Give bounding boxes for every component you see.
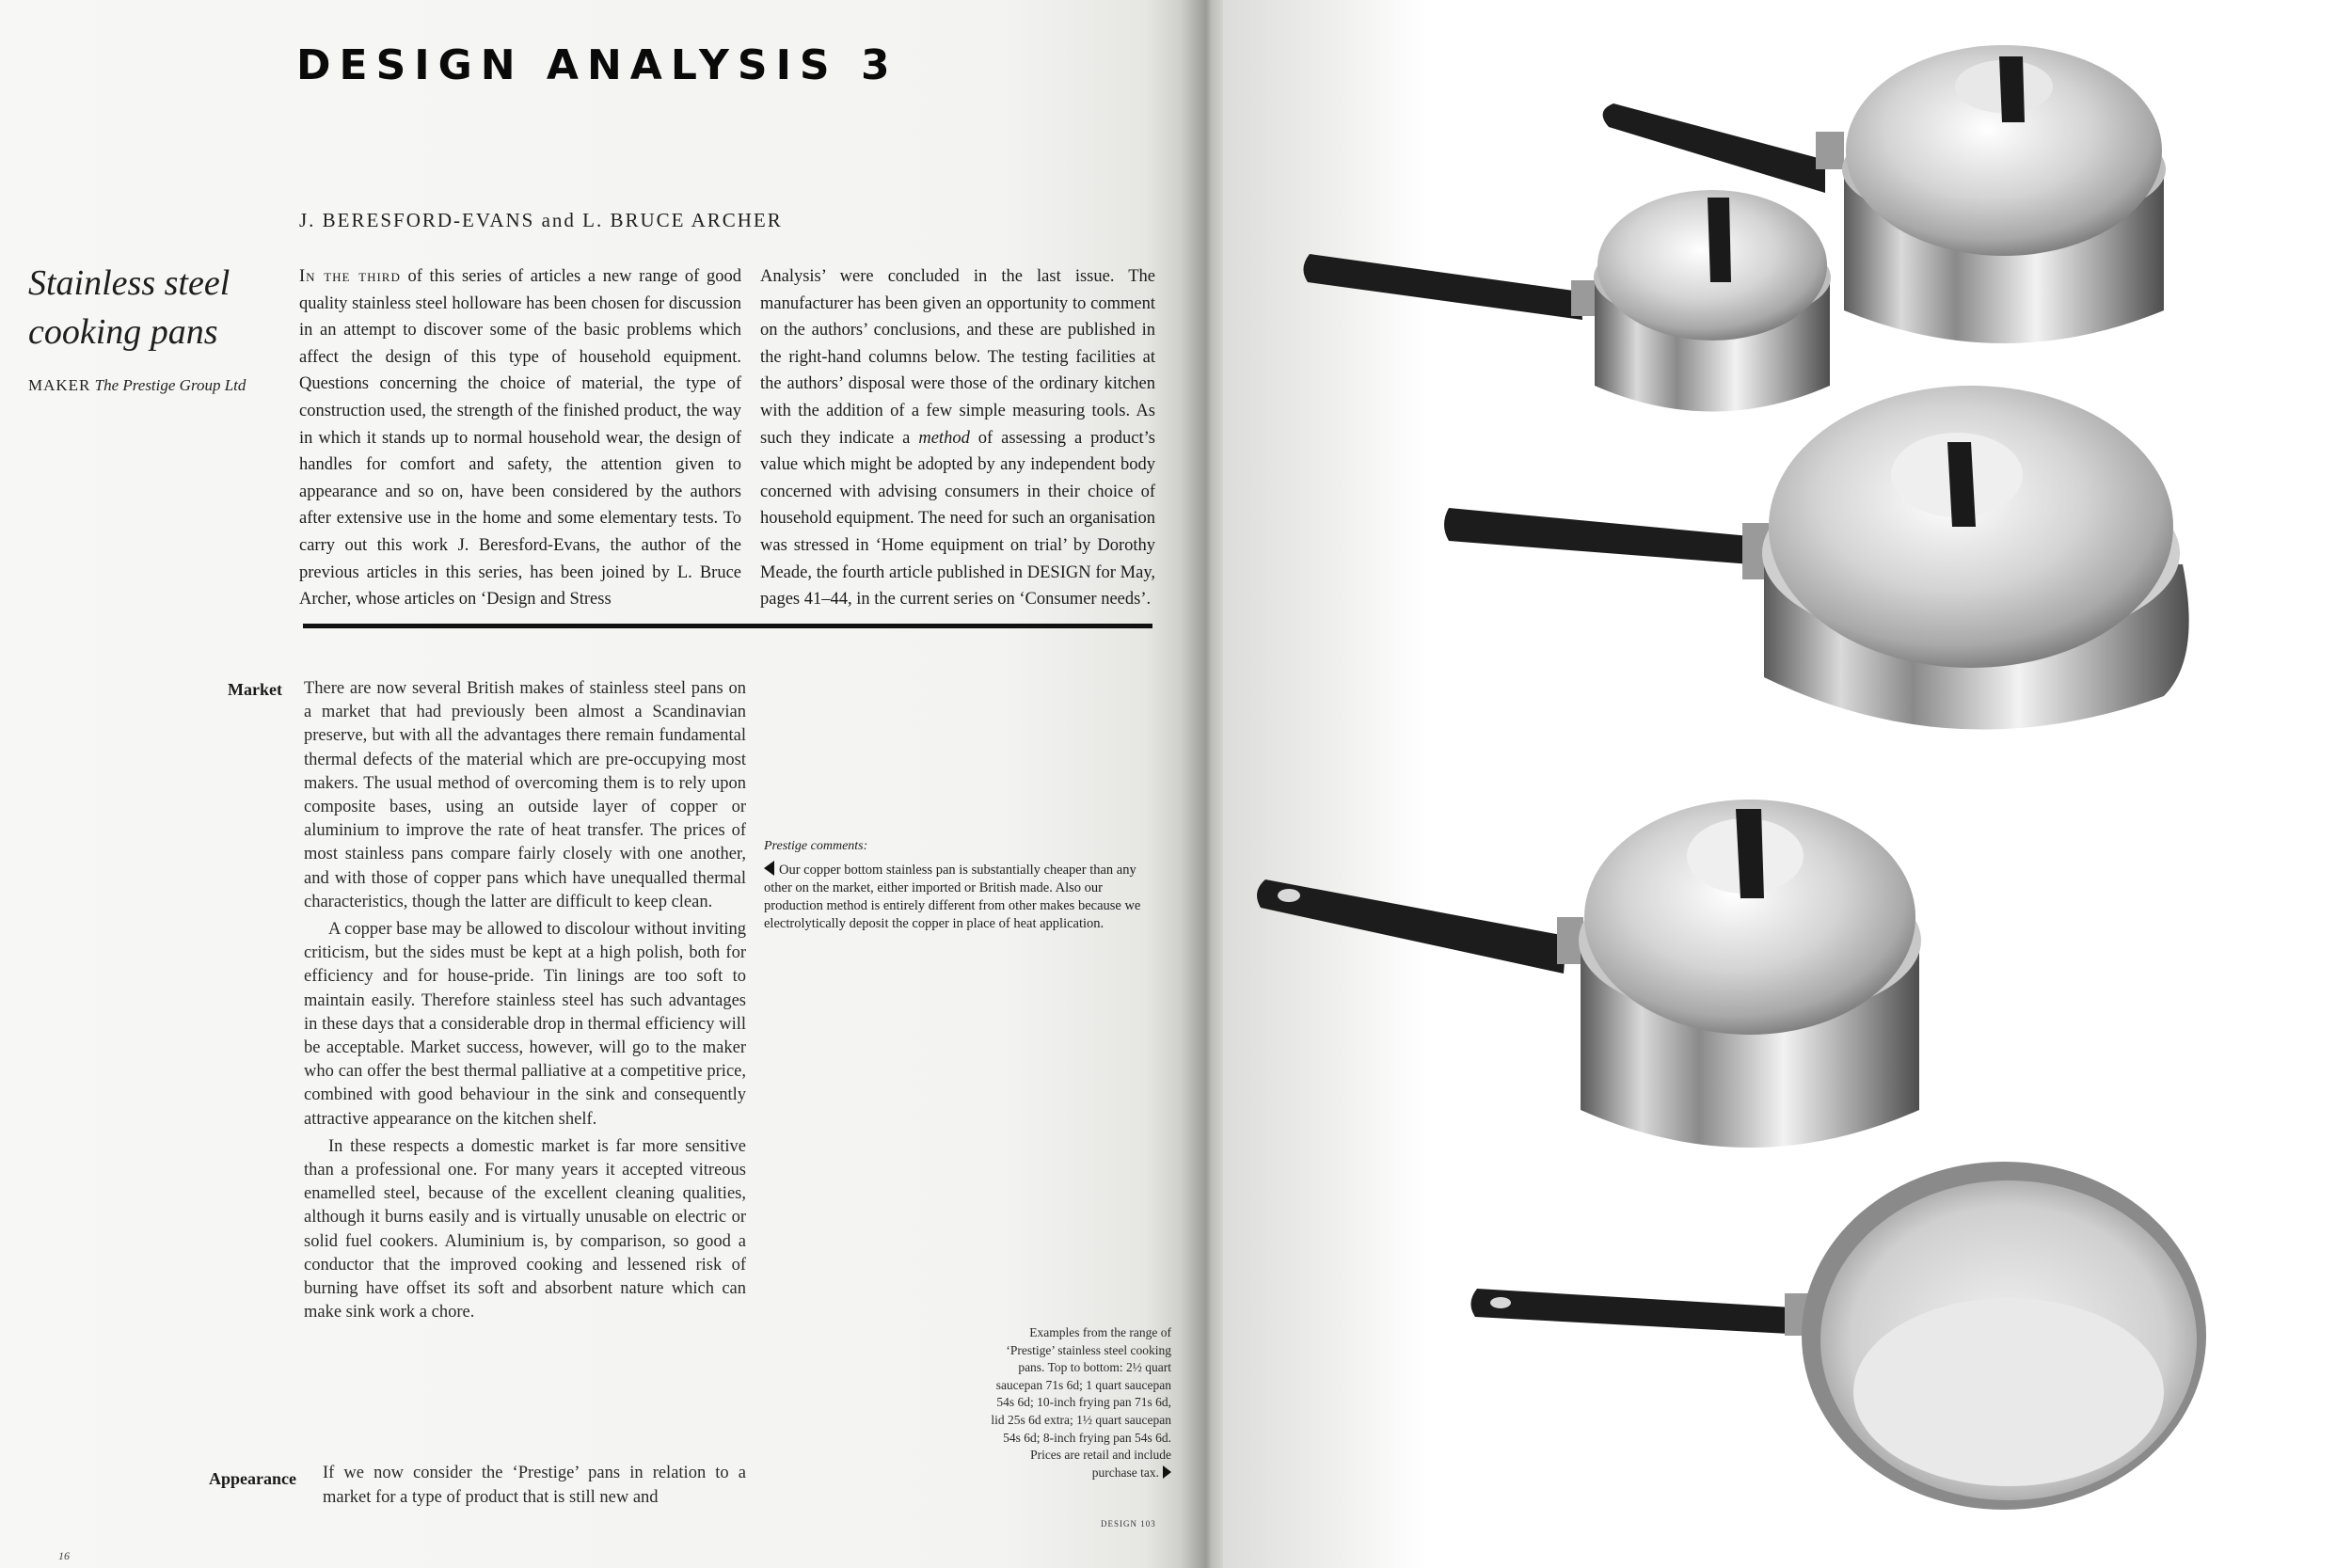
maker-name: The Prestige Group Ltd <box>94 376 246 394</box>
side-title-line2: cooking pans <box>28 312 218 352</box>
intro-lead: In the third <box>299 267 401 286</box>
page-title: DESIGN ANALYSIS 3 <box>296 41 898 89</box>
comments-body <box>764 861 1154 933</box>
prestige-comments <box>764 837 1154 933</box>
caption-text: Examples from the range of ‘Prestige’ stainless steel cooking pans. Top to bottom: 2½ quart saucepan 71s 6d; 1 quart saucepan 54s 6d; 10-inch frying pan 71s 6d, lid 25s 6d extra; 1½ quart saucepan 54s 6d; 8-inch frying pan 54s 6d. Prices are retail and include purchase tax. <box>991 1325 1171 1480</box>
side-title-line1: Stainless steel <box>28 263 230 303</box>
frying-pan-open <box>1470 1162 2206 1510</box>
market-paragraph-3: In these respects a domestic market is far more sensitive than a professional one. For many years it accepted vitreous enamelled steel, because of the excellent cleaning qualities, although it burns easily and is virtually unusable on electric or solid fuel cookers. Aluminium is, by comparison, so good a conductor that the improved cooking and lessened risk of burning have offset its soft and absorbent nature which can make sink work a chore. <box>304 1136 746 1323</box>
maker-credit <box>28 376 246 395</box>
maker-label: MAKER <box>28 376 91 394</box>
comments-text: Our copper bottom stainless pan is substantially cheaper than any other on the market, either imported or British made. Also our production method is entirely different from other makes because we electrolytically deposit the copper in place of heat application. <box>764 863 1141 931</box>
appearance-body: If we now consider the ‘Prestige’ pans in relation to a market for a type of product that is still new and <box>323 1464 746 1507</box>
section-divider <box>303 624 1152 628</box>
frying-pan-lidded <box>1444 386 2189 730</box>
right-page <box>1223 0 2352 1568</box>
intro-col2-text-a: Analysis’ were concluded in the last issue. The manufacturer has been given an opportunity to comment on the authors’ conclusions, and these are published in the right-hand columns below. The testing facilities at the authors’ disposal were those of the ordinary kitchen with the addition of a few simple measuring tools. As such they indicate a <box>760 267 1155 448</box>
pointer-left-icon <box>764 861 774 876</box>
side-title <box>28 259 273 356</box>
saucepan-medium <box>1257 800 1921 1148</box>
saucepan-small <box>1303 190 1831 412</box>
market-body <box>304 677 746 1328</box>
appearance-heading: Appearance <box>209 1469 296 1488</box>
page-number: 16 <box>58 1549 70 1562</box>
intro-col2-text-b: of assessing a product’s value which might be adopted by any independent body concerned with advising consumers in their choice of household equipment. The need for such an organisation was stressed in ‘Home equipment on trial’ by Dorothy Meade, the fourth article published in DESIGN for May, pages 41–44, in the current series on ‘Consumer needs’. <box>760 428 1155 610</box>
market-heading: Market <box>228 680 282 699</box>
intro-column-1 <box>299 263 741 613</box>
comments-title: Prestige comments: <box>764 839 868 853</box>
authors-byline: J. BERESFORD-EVANS and L. BRUCE ARCHER <box>299 209 783 231</box>
pointer-right-icon <box>1163 1465 1171 1479</box>
intro-column-2 <box>760 263 1155 613</box>
photo-caption <box>983 1324 1171 1481</box>
page-folio: DESIGN 103 <box>1101 1519 1156 1528</box>
pans-photograph <box>1223 0 2352 1568</box>
intro-col2-emphasis: method <box>918 428 970 448</box>
market-paragraph-1: There are now several British makes of stainless steel pans on a market that had previously been almost a Scandinavian preserve, but with all the advantages there remain fundamental thermal defects of the material which are pre-occupying most makers. The usual method of overcoming them is to rely upon composite bases, using an outside layer of copper or aluminium to improve the rate of heat transfer. The prices of most stainless pans compare fairly closely with one another, and with those of copper pans which have unequalled thermal characteristics, though the latter are difficult to keep clean. <box>304 679 746 911</box>
intro-col1-text: of this series of articles a new range of good quality stainless steel holloware has been chosen for discussion in an attempt to discover some of the basic problems which affect the design of this type of household equipment. Questions concerning the choice of material, the type of construction used, the strength of the finished product, the way in which it stands up to normal household wear, the design of handles for comfort and safety, the attention given to appearance and so on, have been considered by the authors after extensive use in the home and some elementary tests. To carry out this work J. Beresford-Evans, the author of the previous articles in this series, has been joined by L. Bruce Archer, whose articles on ‘Design and Stress <box>299 267 741 610</box>
market-paragraph-2: A copper base may be allowed to discolour without inviting criticism, but the sides must be kept at a high polish, both for efficiency and for house-pride. Tin linings are too soft to maintain easily. Therefore stainless steel has such advantages in these days that a considerable drop in thermal efficiency will be acceptable. Market success, however, will go to the maker who can offer the best thermal palliative at a competitive price, combined with good behaviour in the sink and consequently attractive appearance on the kitchen shelf. <box>304 920 746 1129</box>
